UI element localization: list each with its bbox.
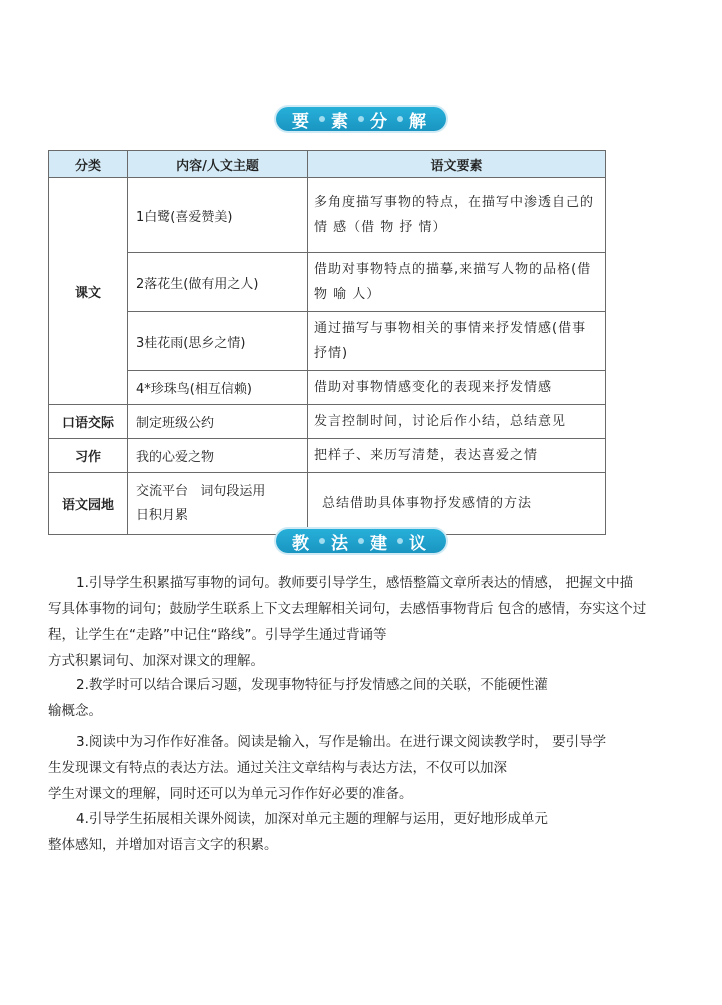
content-cell [128, 473, 308, 535]
content-cell: 1白鹭(喜爱赞美) [128, 178, 308, 253]
title-char: 解 [409, 111, 430, 132]
title-char: 建 [370, 533, 391, 554]
element-line: 通过描写与事物相关的事情来抒发情感(借事 [314, 321, 587, 336]
elements-table [48, 150, 606, 535]
table-header-row [49, 151, 606, 178]
table-row [49, 371, 606, 405]
content-cell: 我的心爱之物 [128, 439, 308, 473]
element-cell: 发言控制时间，讨论后作小结，总结意见 [308, 405, 606, 439]
element-cell [308, 178, 606, 253]
category-xizuo: 习作 [49, 439, 128, 473]
category-kewen: 课文 [49, 178, 128, 405]
header-category: 分类 [49, 151, 128, 178]
paragraph-line: 输概念。 [48, 703, 102, 719]
paragraph-line: 学生对课文的理解，同时还可以为单元习作作好必要的准备。 [48, 786, 413, 802]
title-banner [276, 107, 446, 131]
advice-paragraph-4 [48, 806, 678, 858]
table-row [49, 405, 606, 439]
section-title-elements [0, 105, 722, 133]
header-content: 内容/人文主题 [128, 151, 308, 178]
title-char: 分 [370, 111, 391, 132]
table-row [49, 312, 606, 371]
content-cell: 制定班级公约 [128, 405, 308, 439]
paragraph-line: 1.引导学生积累描写事物的词句。教师要引导学生，感悟整篇文章所表达的情感， 把握文中描 [76, 575, 634, 591]
paragraph-line: 方式积累词句、加深对课文的理解。 [48, 653, 264, 669]
header-elements: 语文要素 [308, 151, 606, 178]
element-cell [308, 253, 606, 312]
title-char: 要 [292, 111, 313, 132]
element-line: 借助对事物情感变化的表现来抒发情感 [314, 380, 553, 395]
paragraph-line: 3.阅读中为习作作好准备。阅读是输入，写作是输出。在进行课文阅读教学时， 要引导学 [76, 734, 607, 750]
title-char: 素 [331, 111, 352, 132]
paragraph-line: 2.教学时可以结合课后习题，发现事物特征与抒发情感之间的关联，不能硬性灌 [76, 677, 548, 693]
advice-paragraph-1 [48, 570, 678, 674]
element-line: 物 喻 人） [314, 287, 381, 302]
content-line: 交流平台 词句段运用 [136, 483, 266, 499]
element-cell [308, 371, 606, 405]
element-line: 借助对事物特点的描摹,来描写人物的品格(借 [314, 262, 592, 277]
element-line: 多角度描写事物的特点，在描写中渗透自己的 [314, 195, 595, 210]
element-cell: 总结借助具体事物抒发感情的方法 [308, 473, 606, 535]
element-cell: 把样子、来历写清楚，表达喜爱之情 [308, 439, 606, 473]
content-cell: 4*珍珠鸟(相互信赖) [128, 371, 308, 405]
category-koyu: 口语交际 [49, 405, 128, 439]
table-row [49, 473, 606, 535]
advice-paragraph-3 [48, 729, 678, 807]
separator-dot-icon [358, 116, 364, 122]
title-char: 议 [409, 533, 430, 554]
category-yuandi: 语文园地 [49, 473, 128, 535]
table-row [49, 439, 606, 473]
section-title-methods [0, 527, 722, 555]
separator-dot-icon [319, 116, 325, 122]
paragraph-line: 程，让学生在“走路”中记住“路线”。引导学生通过背诵等 [48, 627, 387, 643]
separator-dot-icon [397, 538, 403, 544]
paragraph-line: 4.引导学生拓展相关课外阅读，加深对单元主题的理解与运用，更好地形成单元 [76, 811, 548, 827]
separator-dot-icon [397, 116, 403, 122]
paragraph-line: 写具体事物的词句；鼓励学生联系上下文去理解相关词句，去感悟事物背后 包含的感情，夯实这个过 [48, 601, 647, 617]
title-banner [276, 529, 446, 553]
table-row [49, 178, 606, 253]
content-cell: 2落花生(做有用之人) [128, 253, 308, 312]
paragraph-line: 生发现课文有特点的表达方法。通过关注文章结构与表达方法，不仅可以加深 [48, 760, 507, 776]
element-line: 情 感（借 物 抒 情） [314, 220, 447, 235]
paragraph-line: 整体感知，并增加对语言文字的积累。 [48, 837, 278, 853]
separator-dot-icon [358, 538, 364, 544]
separator-dot-icon [319, 538, 325, 544]
element-cell [308, 312, 606, 371]
advice-paragraph-2 [48, 672, 678, 724]
content-line: 日积月累 [136, 507, 189, 523]
title-char: 教 [292, 533, 313, 554]
title-char: 法 [331, 533, 352, 554]
content-cell: 3桂花雨(思乡之情) [128, 312, 308, 371]
table-row [49, 253, 606, 312]
element-line: 抒情) [314, 346, 349, 361]
